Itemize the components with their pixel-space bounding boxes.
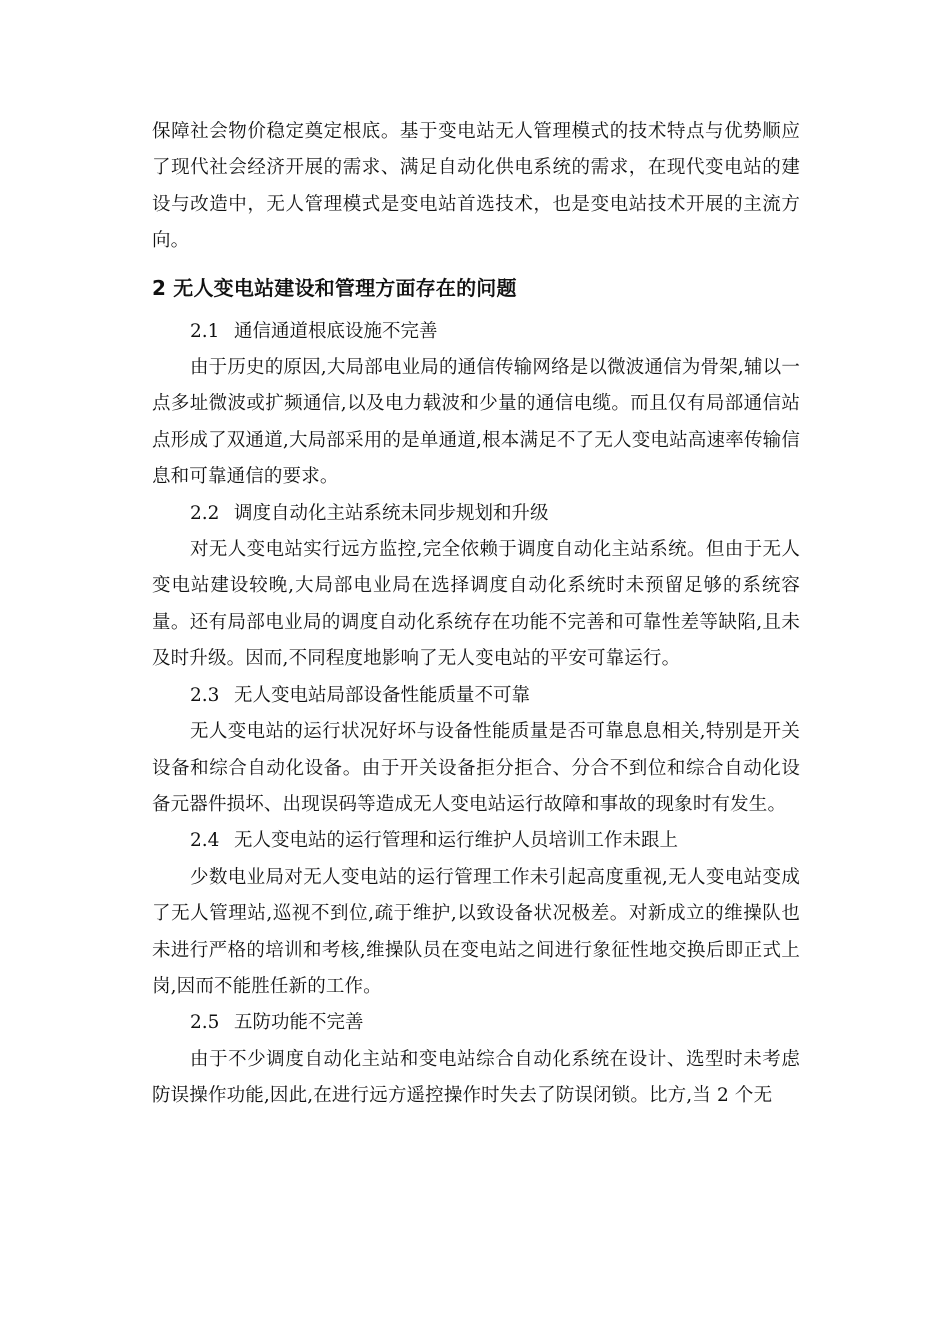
subsection-body: 由于不少调度自动化主站和变电站综合自动化系统在设计、选型时未考虑防误操作功能,因此,在进行远方遥控操作时失去了防误闭锁。比方,当 2 个无 (152, 1048, 800, 1107)
section-heading: 2 无人变电站建设和管理方面存在的问题 (152, 275, 517, 300)
subsection-title: 五防功能不完善 (234, 1012, 364, 1034)
subsection-heading (152, 314, 800, 350)
subsection-number: 2.2 (190, 502, 220, 524)
subsection-2-4 (152, 823, 800, 1005)
document-body (152, 114, 800, 1115)
subsection-body: 少数电业局对无人变电站的运行管理工作未引起高度重视,无人变电站变成了无人管理站,巡视不到位,疏于维护,以致设备状况极差。对新成立的维操队也未进行严格的培训和考核,维操队员在变电站之间进行象征性地交换后即正式上岗,因而不能胜任新的工作。 (152, 866, 800, 997)
subsection-number: 2.1 (190, 320, 220, 342)
subsection-title: 无人变电站的运行管理和运行维护人员培训工作未跟上 (234, 830, 679, 852)
subsection-number: 2.4 (190, 830, 220, 852)
subsection-heading (152, 678, 800, 714)
subsection-body: 由于历史的原因,大局部电业局的通信传输网络是以微波通信为骨架,辅以一点多址微波或扩频通信,以及电力载波和少量的通信电缆。而且仅有局部通信站点形成了双通道,大局部采用的是单通道,根本满足不了无人变电站高速率传输信息和可靠通信的要求。 (152, 357, 800, 488)
subsection-heading (152, 1005, 800, 1041)
subsection-body: 对无人变电站实行远方监控,完全依赖于调度自动化主站系统。但由于无人变电站建设较晚,大局部电业局在选择调度自动化系统时未预留足够的系统容量。还有局部电业局的调度自动化系统存在功能不完善和可靠性差等缺陷,且未及时升级。因而,不同程度地影响了无人变电站的平安可靠运行。 (152, 539, 800, 670)
subsection-heading (152, 496, 800, 532)
subsection-heading (152, 823, 800, 859)
subsection-2-1 (152, 314, 800, 496)
subsection-2-3 (152, 678, 800, 824)
intro-paragraph: 保障社会物价稳定奠定根底。基于变电站无人管理模式的技术特点与优势顺应了现代社会经济开展的需求、满足自动化供电系统的需求，在现代变电站的建设与改造中，无人管理模式是变电站首选技术，也是变电站技术开展的主流方向。 (152, 121, 800, 252)
subsection-number: 2.5 (190, 1012, 220, 1034)
subsection-2-2 (152, 496, 800, 678)
subsection-body: 无人变电站的运行状况好坏与设备性能质量是否可靠息息相关,特别是开关设备和综合自动化设备。由于开关设备拒分拒合、分合不到位和综合自动化设备元器件损坏、出现误码等造成无人变电站运行故障和事故的现象时有发生。 (152, 721, 800, 815)
subsection-2-5 (152, 1005, 800, 1114)
subsection-number: 2.3 (190, 684, 220, 706)
subsection-title: 无人变电站局部设备性能质量不可靠 (234, 684, 531, 706)
subsection-title: 调度自动化主站系统未同步规划和升级 (234, 502, 549, 524)
subsection-title: 通信通道根底设施不完善 (234, 320, 438, 342)
